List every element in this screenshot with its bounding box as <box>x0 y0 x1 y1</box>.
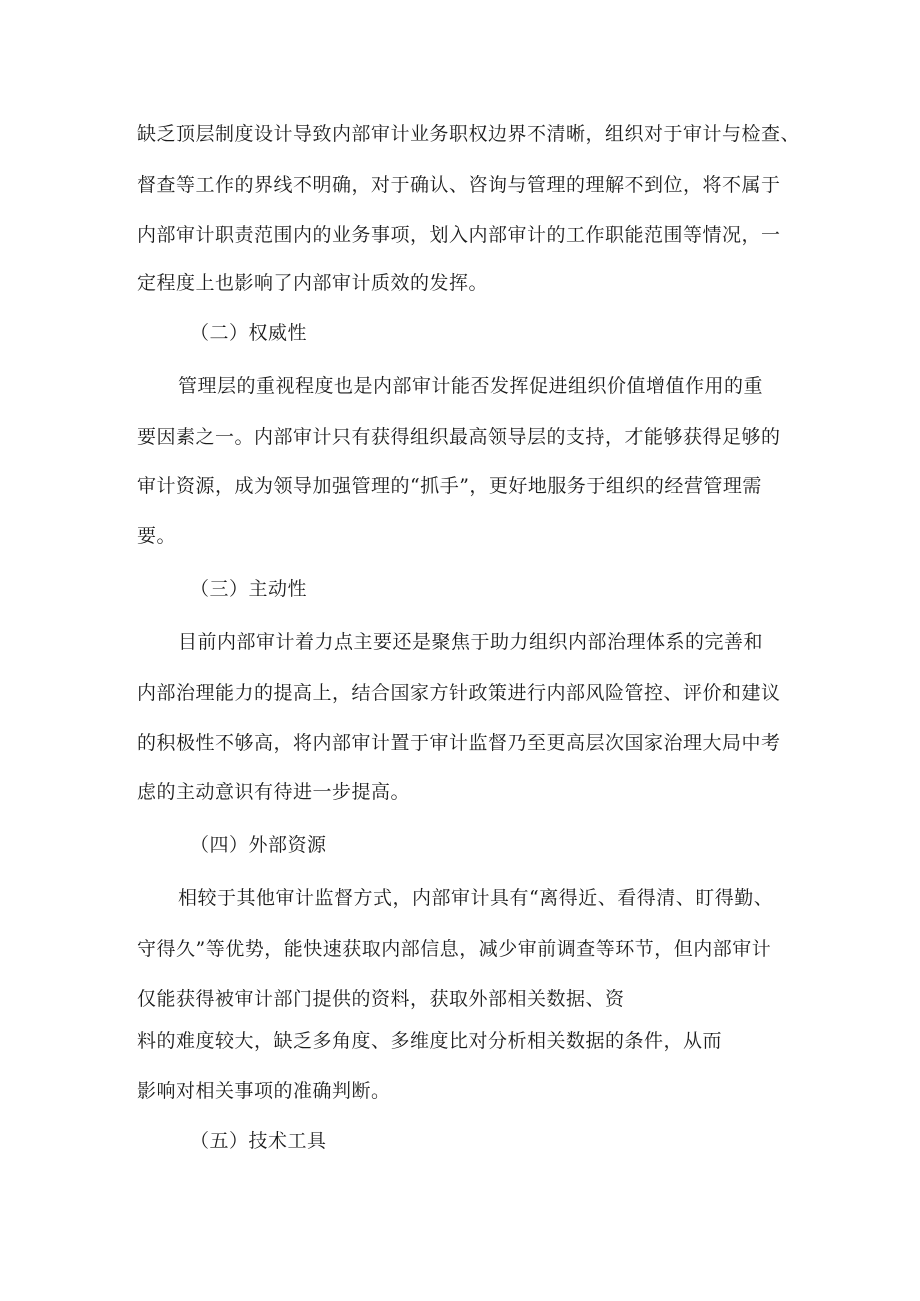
paragraph-line: 内部治理能力的提高上，结合国家方针政策进行内部风险管控、评价和建议 <box>137 682 781 704</box>
paragraph-line: 料的难度较大，缺乏多角度、多维度比对分析相关数据的条件，从而 <box>137 1030 723 1052</box>
paragraph-line: 定程度上也影响了内部审计质效的发挥。 <box>137 272 489 294</box>
paragraph-line: 的积极性不够高，将内部审计置于审计监督乃至更高层次国家治理大局中考 <box>137 732 781 754</box>
paragraph-line: 虑的主动意识有待进一步提高。 <box>137 781 411 803</box>
section-heading-external-resources: （四）外部资源 <box>190 834 327 856</box>
paragraph-line: 管理层的重视程度也是内部审计能否发挥促进组织价值增值作用的重 <box>178 375 764 397</box>
paragraph-line: 审计资源，成为领导加强管理的“抓手”，更好地服务于组织的经营管理需 <box>137 475 762 497</box>
section-heading-authority: （二）权威性 <box>190 322 308 344</box>
paragraph-line: 仅能获得被审计部门提供的资料，获取外部相关数据、资 <box>137 988 625 1010</box>
paragraph-line: 要。 <box>137 525 177 547</box>
paragraph-line: 目前内部审计着力点主要还是聚焦于助力组织内部治理体系的完善和 <box>178 631 764 653</box>
paragraph-line: 要因素之一。内部审计只有获得组织最高领导层的支持，才能够获得足够的 <box>137 426 781 448</box>
paragraph-line: 缺乏顶层制度设计导致内部审计业务职权边界不清晰，组织对于审计与检查、 <box>137 123 801 145</box>
section-heading-initiative: （三）主动性 <box>190 578 308 600</box>
paragraph-line: 督查等工作的界线不明确，对于确认、咨询与管理的理解不到位，将不属于 <box>137 174 781 196</box>
section-heading-technical-tools: （五）技术工具 <box>190 1130 327 1152</box>
paragraph-line: 守得久”等优势，能快速获取内部信息，减少审前调查等环节，但内部审计 <box>137 938 772 960</box>
paragraph-line: 相较于其他审计监督方式，内部审计具有“离得近、看得清、盯得勤、 <box>178 887 774 909</box>
paragraph-line: 内部审计职责范围内的业务事项，划入内部审计的工作职能范围等情况，一 <box>137 224 781 246</box>
paragraph-line: 影响对相关事项的准确判断。 <box>137 1080 391 1102</box>
